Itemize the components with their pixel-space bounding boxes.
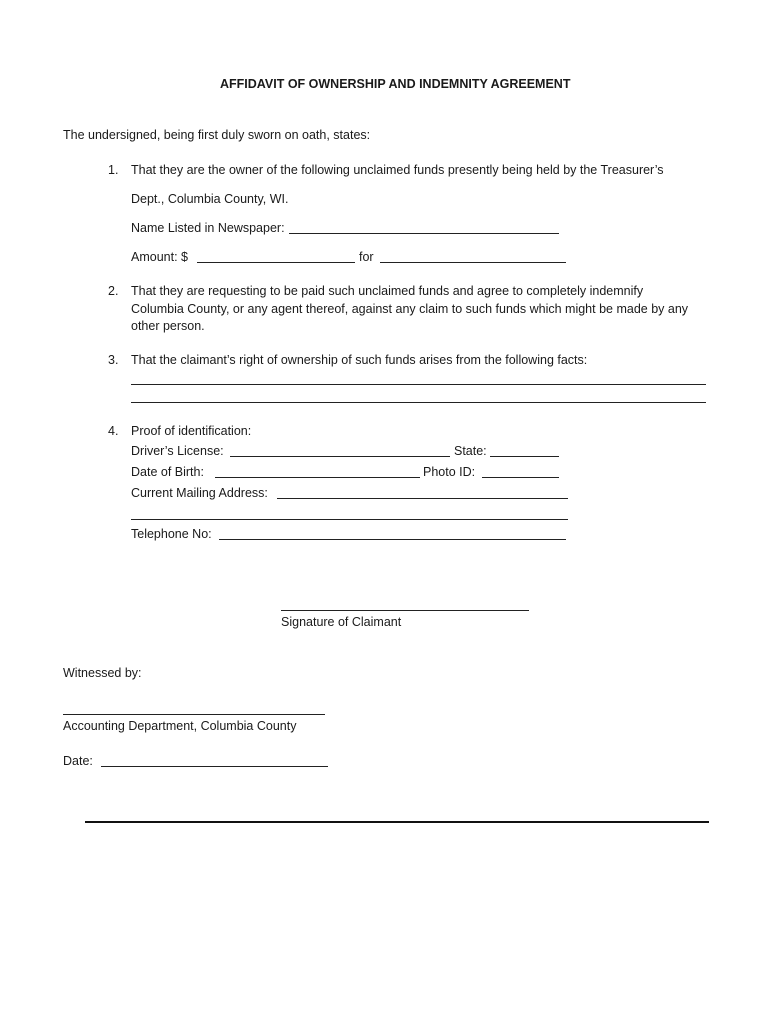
page-title: AFFIDAVIT OF OWNERSHIP AND INDEMNITY AGREEMENT (220, 77, 571, 91)
item-3-line1: That the claimant’s right of ownership of such funds arises from the following facts: (131, 353, 588, 367)
mailing-address-label: Current Mailing Address: (131, 486, 268, 500)
item-2-line2: Columbia County, or any agent thereof, against any claim to such funds which might be made by any (131, 302, 689, 316)
amount-field[interactable] (197, 262, 355, 263)
drivers-license-label: Driver’s License: (131, 444, 224, 458)
signature-field[interactable] (281, 610, 529, 611)
amount-label: Amount: $ (131, 250, 188, 264)
for-label: for (359, 250, 374, 264)
for-field[interactable] (380, 262, 566, 263)
photo-id-label: Photo ID: (423, 465, 476, 479)
dob-field[interactable] (215, 477, 420, 478)
photo-id-field[interactable] (482, 477, 559, 478)
state-label: State: (454, 444, 487, 458)
item-1-line1: That they are the owner of the following unclaimed funds presently being held by the Treasurer’s (131, 163, 664, 177)
name-listed-field[interactable] (289, 233, 559, 234)
facts-field-2[interactable] (131, 402, 706, 403)
item-2-line3: other person. (131, 319, 205, 333)
witnessed-label: Witnessed by: (63, 666, 142, 680)
witness-signature-field[interactable] (63, 714, 325, 715)
item-2-number: 2. (108, 284, 119, 298)
item-4-line1: Proof of identification: (131, 424, 252, 438)
facts-field-1[interactable] (131, 384, 706, 385)
mailing-address-field-2[interactable] (131, 519, 568, 520)
dob-label: Date of Birth: (131, 465, 204, 479)
drivers-license-field[interactable] (230, 456, 450, 457)
telephone-label: Telephone No: (131, 527, 212, 541)
mailing-address-field-1[interactable] (277, 498, 568, 499)
item-2-line1: That they are requesting to be paid such unclaimed funds and agree to completely indemnify (131, 284, 644, 298)
accounting-label: Accounting Department, Columbia County (63, 719, 297, 733)
date-label: Date: (63, 754, 93, 768)
item-3-number: 3. (108, 353, 119, 367)
state-field[interactable] (490, 456, 559, 457)
telephone-field[interactable] (219, 539, 566, 540)
item-1-line2: Dept., Columbia County, WI. (131, 192, 289, 206)
item-1-number: 1. (108, 163, 119, 177)
name-listed-label: Name Listed in Newspaper: (131, 221, 285, 235)
date-field[interactable] (101, 766, 328, 767)
signature-label: Signature of Claimant (281, 615, 402, 629)
intro-text: The undersigned, being first duly sworn on oath, states: (63, 128, 371, 142)
item-4-number: 4. (108, 424, 119, 438)
bottom-divider (85, 821, 709, 823)
